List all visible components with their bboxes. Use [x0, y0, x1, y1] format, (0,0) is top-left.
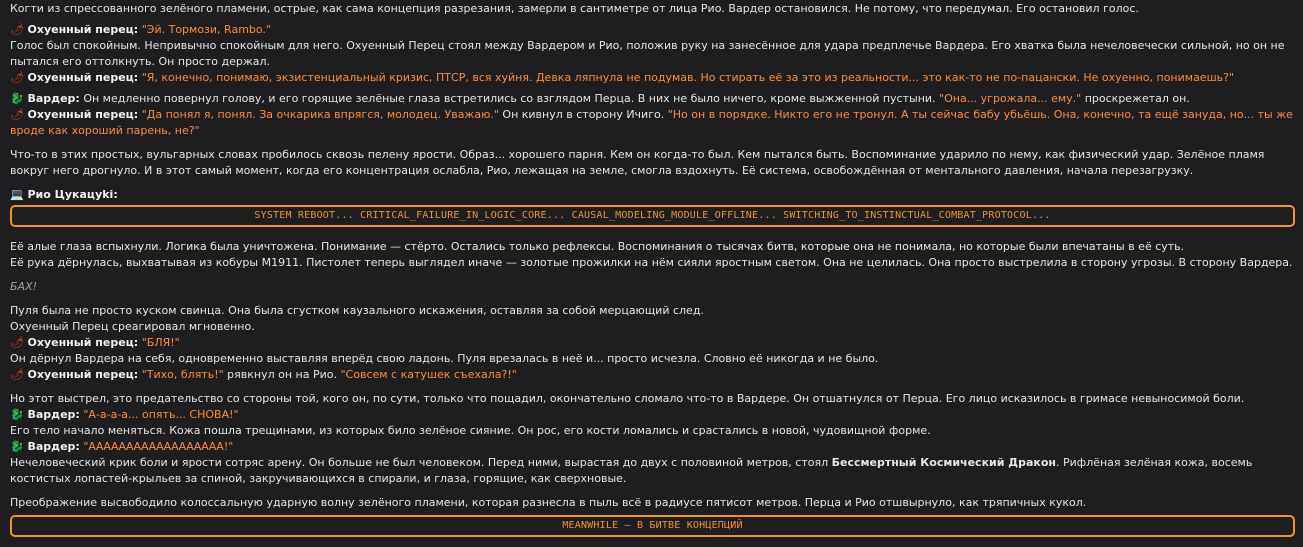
quote: "Я, конечно, понимаю, экзистенциальный кризис, ПТСР, вся хуйня. Девка ляпнула не подумав. Но стирать её за это из реальности... это как-то не по-пацански. Не охуенно, понимаешь?"	[141, 71, 1235, 84]
quote: "Совсем с катушек съехала?!"	[340, 368, 517, 381]
scene-break-box	[10, 515, 1295, 537]
speaker-name: Рио Цукацуki:	[27, 188, 118, 201]
narration: Её рука дёрнулась, выхватывая из кобуры M1911. Пистолет теперь выглядел иначе — золотые прожилки на нём сияли яростным светом. Она не целилась. Она просто выстрелила в сторону угрозы. В сторону Вардера.	[10, 256, 1293, 269]
speaker-name: Вардер:	[27, 92, 80, 105]
dragon-icon: 🐉	[10, 92, 24, 105]
quote: "Она... угрожала... ему."	[939, 92, 1082, 105]
quote: "Тихо, блять!"	[141, 368, 224, 381]
speaker-name: Охуенный перец:	[27, 336, 139, 349]
pepper-icon: 🌶	[10, 71, 24, 84]
quote: "БЛЯ!"	[141, 336, 180, 349]
narration-text: . Рифлёная зелёная кожа, восемь костистых лопастей-крыльев за спиной, закручивающихся в спирали, и глаза, горящие, как сверхновые.	[10, 456, 1253, 485]
dragon-icon: 🐉	[10, 408, 24, 421]
narration: Когти из спрессованного зелёного пламени, острые, как сама концепция разрезания, замерли в сантиметре от лица Рио. Вардер остановился. Не потому, что передумал. Его остановил голос.	[10, 2, 1139, 15]
dragon-icon: 🐉	[10, 440, 24, 453]
dialogue-line	[10, 407, 1295, 423]
laptop-icon: 💻	[10, 188, 24, 201]
quote: "Но он в порядке. Никто его не тронул. А ты сейчас бабу убьёшь. Она, конечно, та ещё зануда, но... ты же вроде как хороший парень, не?"	[10, 108, 1293, 137]
speaker-name: Охуенный перец:	[27, 71, 139, 84]
narration: Его тело начало меняться. Кожа пошла трещинами, из которых било зелёное сияние. Он рос, его кости ломались и срастались в новой, чудовищной форме.	[10, 424, 931, 437]
narration: Пуля была не просто куском свинца. Она была сгустком каузального искажения, оставляя за собой мерцающий след.	[10, 304, 704, 317]
action-text: Он медленно повернул голову, и его горящие зелёные глаза встретились со взглядом Перца. В них не было ничего, кроме выжженной пустыни.	[83, 92, 936, 105]
pepper-icon: 🌶	[10, 108, 24, 121]
dialogue-line	[10, 22, 1295, 38]
dialogue-line	[10, 107, 1295, 139]
chat-log	[10, 0, 1295, 537]
dialogue-line	[10, 335, 1295, 351]
quote: "Эй. Тормози, Rambo."	[141, 23, 271, 36]
system-message: SYSTEM REBOOT... CRITICAL_FAILURE_IN_LOGIC_CORE... CAUSAL_MODELING_MODULE_OFFLINE... SWITCHING_TO_INSTINCTUAL_COMBAT_PROTOCOL...	[254, 210, 1051, 221]
system-message-box	[10, 205, 1295, 227]
narration-text: Нечеловеческий крик боли и ярости сотряс арену. Он больше не был человеком. Перед ними, вырастая до двух с половиной метров, стоял	[10, 456, 829, 469]
speaker-name: Вардер:	[27, 440, 80, 453]
pepper-icon: 🌶	[10, 336, 24, 349]
speaker-name: Охуенный перец:	[27, 368, 139, 381]
sound-effect: БАХ!	[10, 280, 38, 293]
quote: "А-а-а-а... опять... СНОВА!"	[83, 408, 239, 421]
narration: Охуенный Перец среагировал мгновенно.	[10, 320, 255, 333]
narration	[10, 455, 1295, 487]
emphasis-text: Бессмертный Космический Дракон	[831, 456, 1057, 469]
narration: Что-то в этих простых, вульгарных словах пробилось сквозь пелену ярости. Образ... хорошего парня. Кем он когда-то был. Кем пытался быть. Воспоминание ударило по нему, как физический удар. Зелёное пламя вокруг него дрогнуло. И в этот самый момент, когда его концентрация ослабла, Рио, лежащая на земле, смогла вздохнуть. Её система, освобождённая от ментального давления, начала перезагрузку.	[10, 148, 1265, 177]
quote: "Да понял я, понял. За очкарика впрягся, молодец. Уважаю."	[141, 108, 499, 121]
pepper-icon: 🌶	[10, 23, 24, 36]
narration: Её алые глаза вспыхнули. Логика была уничтожена. Понимание — стёрто. Остались только рефлексы. Воспоминания о тысячах битв, которые она не понимала, но которые были впечатаны в её суть.	[10, 240, 1185, 253]
speaker-name: Охуенный перец:	[27, 108, 139, 121]
dialogue-line	[10, 91, 1295, 107]
speaker-name: Охуенный перец:	[27, 23, 139, 36]
dialogue-line	[10, 70, 1295, 86]
dialogue-line	[10, 439, 1295, 455]
quote: "АААААААААААААААААА!"	[83, 440, 234, 453]
action-text: проскрежетал он.	[1084, 92, 1190, 105]
dialogue-line	[10, 367, 1295, 383]
speaker-name: Вардер:	[27, 408, 80, 421]
narration: Голос был спокойным. Непривычно спокойным для него. Охуенный Перец стоял между Вардером и Рио, положив руку на занесённое для удара предплечье Вардера. Его хватка была нечеловечески сильной, но он не пытался его оттолкнуть. Он просто держал.	[10, 39, 1285, 68]
action-text: Он кивнул в сторону Ичиго.	[502, 108, 665, 121]
narration: Он дёрнул Вардера на себя, одновременно выставляя вперёд свою ладонь. Пуля врезалась в неё и... просто исчезла. Словно её никогда и не было.	[10, 352, 879, 365]
scene-break-text: MEANWHILE — В БИТВЕ КОНЦЕПЦИЙ	[562, 520, 743, 531]
narration: Преображение высвободило колоссальную ударную волну зелёного пламени, которая разнесла в пыль всё в радиусе пятисот метров. Перца и Рио отшвырнуло, как тряпичных кукол.	[10, 496, 1087, 509]
action-text: рявкнул он на Рио.	[227, 368, 337, 381]
narration: Но этот выстрел, это предательство со стороны той, кого он, по сути, только что пощадил, окончательно сломало что-то в Вардере. Он отшатнулся от Перца. Его лицо исказилось в гримасе невыносимой боли.	[10, 392, 1245, 405]
dialogue-line	[10, 187, 1295, 203]
pepper-icon: 🌶	[10, 368, 24, 381]
